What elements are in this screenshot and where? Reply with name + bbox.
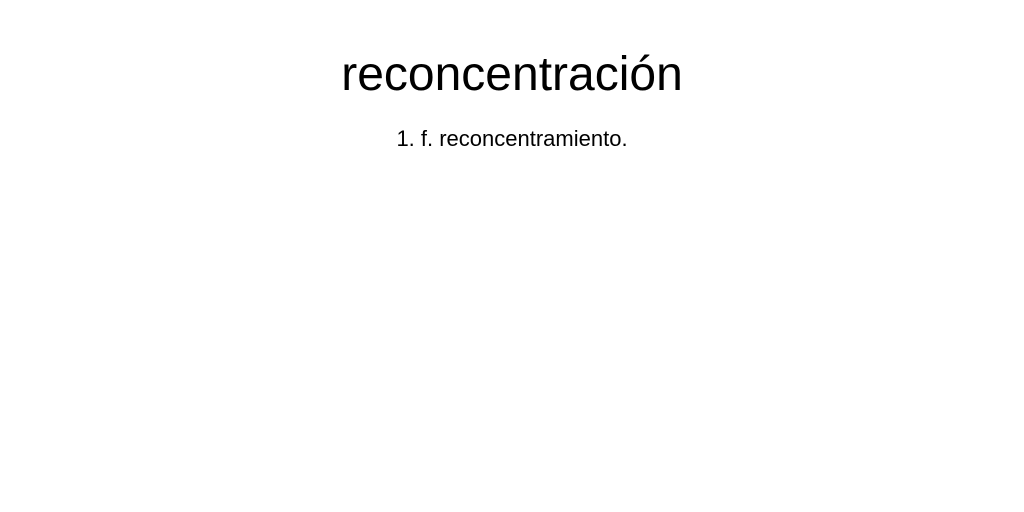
definition-line: 1. f. reconcentramiento. — [396, 126, 628, 151]
dictionary-entry — [0, 0, 1024, 152]
headword-title: reconcentración — [341, 48, 683, 101]
